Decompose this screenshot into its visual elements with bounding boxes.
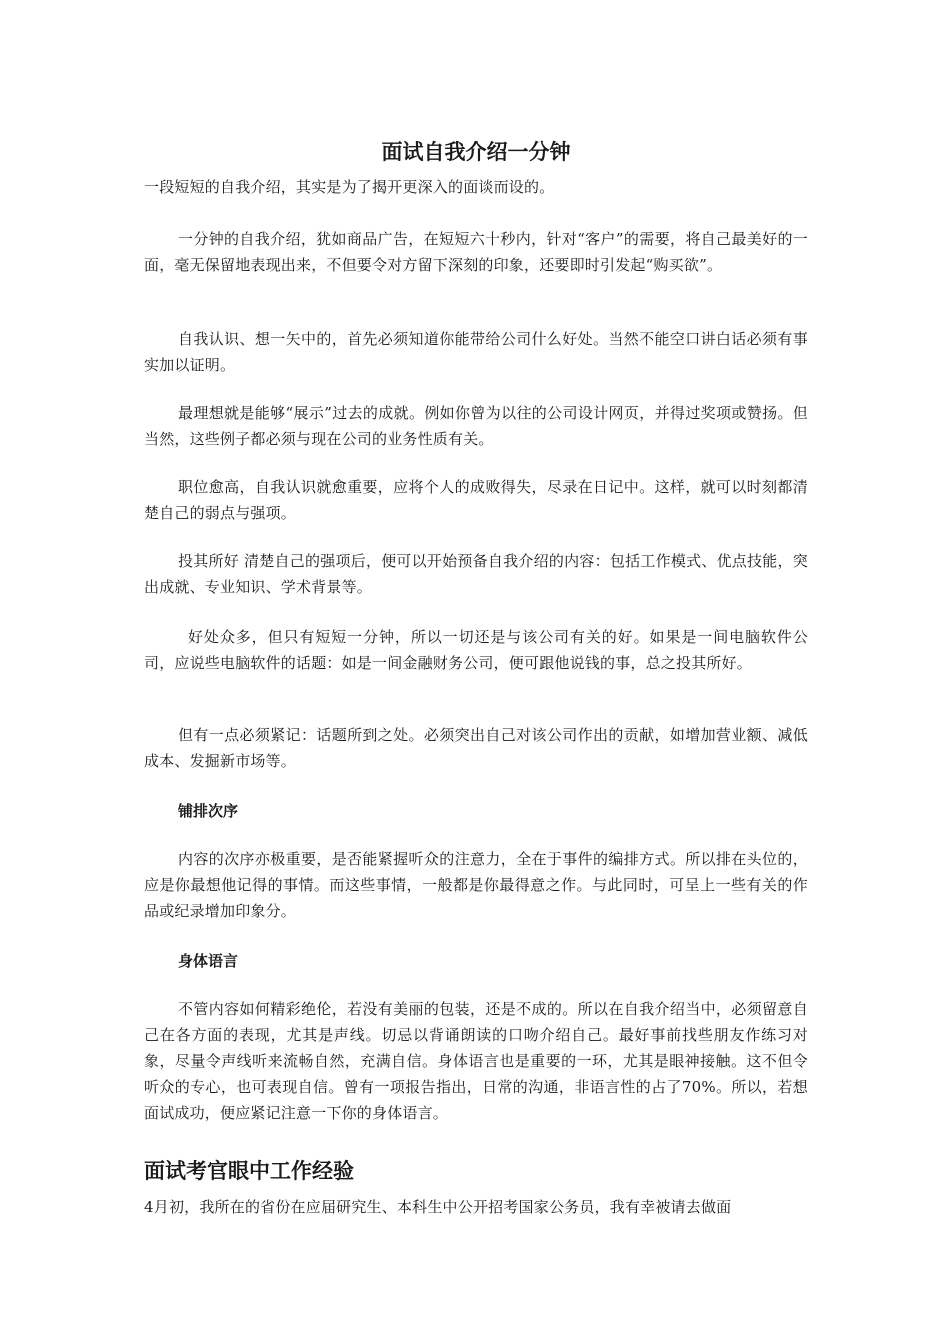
last-line: 4月初，我所在的省份在应届研究生、本科生中公开招考国家公务员，我有幸被请去做面 [144, 1198, 732, 1216]
paragraph-2: 自我认识、想一矢中的，首先必须知道你能带给公司什么好处。当然不能空口讲白话必须有事实加以证明。 [144, 330, 808, 374]
paragraph-6: 好处众多，但只有短短一分钟，所以一切还是与该公司有关的好。如果是一间电脑软件公司，应说些电脑软件的话题：如是一间金融财务公司，便可跟他说钱的事，总之投其所好。 [144, 628, 808, 672]
section-heading-body-language: 身体语言 [178, 952, 239, 970]
paragraph-3: 最理想就是能够“展示”过去的成就。例如你曾为以往的公司设计网页，并得过奖项或赞扬。但当然，这些例子都必须与现在公司的业务性质有关。 [144, 404, 808, 448]
paragraph-1: 一分钟的自我介绍，犹如商品广告，在短短六十秒内，针对“客户”的需要，将自己最美好的一面，毫无保留地表现出来，不但要令对方留下深刻的印象，还要即时引发起“购买欲”。 [144, 230, 808, 274]
secondary-heading: 面试考官眼中工作经验 [144, 1159, 354, 1183]
intro-paragraph: 一段短短的自我介绍，其实是为了揭开更深入的面谈而设的。 [144, 178, 555, 196]
section-body-language-paragraph: 不管内容如何精彩绝伦，若没有美丽的包装，还是不成的。所以在自我介绍当中，必须留意自己在各方面的表现，尤其是声线。切忌以背诵朗读的口吻介绍自己。最好事前找些朋友作练习对象，尽量令声线听来流畅自然，充满自信。身体语言也是重要的一环，尤其是眼神接触。这不但令听众的专心，也可表现自信。曾有一项报告指出，日常的沟通，非语言性的占了70%。所以，若想面试成功，便应紧记注意一下你的身体语言。 [144, 1000, 808, 1122]
section-heading-order: 铺排次序 [178, 802, 239, 820]
section-order-paragraph: 内容的次序亦极重要，是否能紧握听众的注意力，全在于事件的编排方式。所以排在头位的，应是你最想他记得的事情。而这些事情，一般都是你最得意之作。与此同时，可呈上一些有关的作品或纪录增加印象分。 [144, 850, 808, 920]
document-title: 面试自我介绍一分钟 [381, 140, 571, 164]
paragraph-4: 职位愈高，自我认识就愈重要，应将个人的成败得失，尽录在日记中。这样，就可以时刻都清楚自己的弱点与强项。 [144, 478, 808, 522]
paragraph-7: 但有一点必须紧记：话题所到之处。必须突出自己对该公司作出的贡献，如增加营业额、减低成本、发掘新市场等。 [144, 726, 808, 770]
paragraph-5: 投其所好 清楚自己的强项后，便可以开始预备自我介绍的内容：包括工作模式、优点技能，突出成就、专业知识、学术背景等。 [144, 552, 808, 596]
